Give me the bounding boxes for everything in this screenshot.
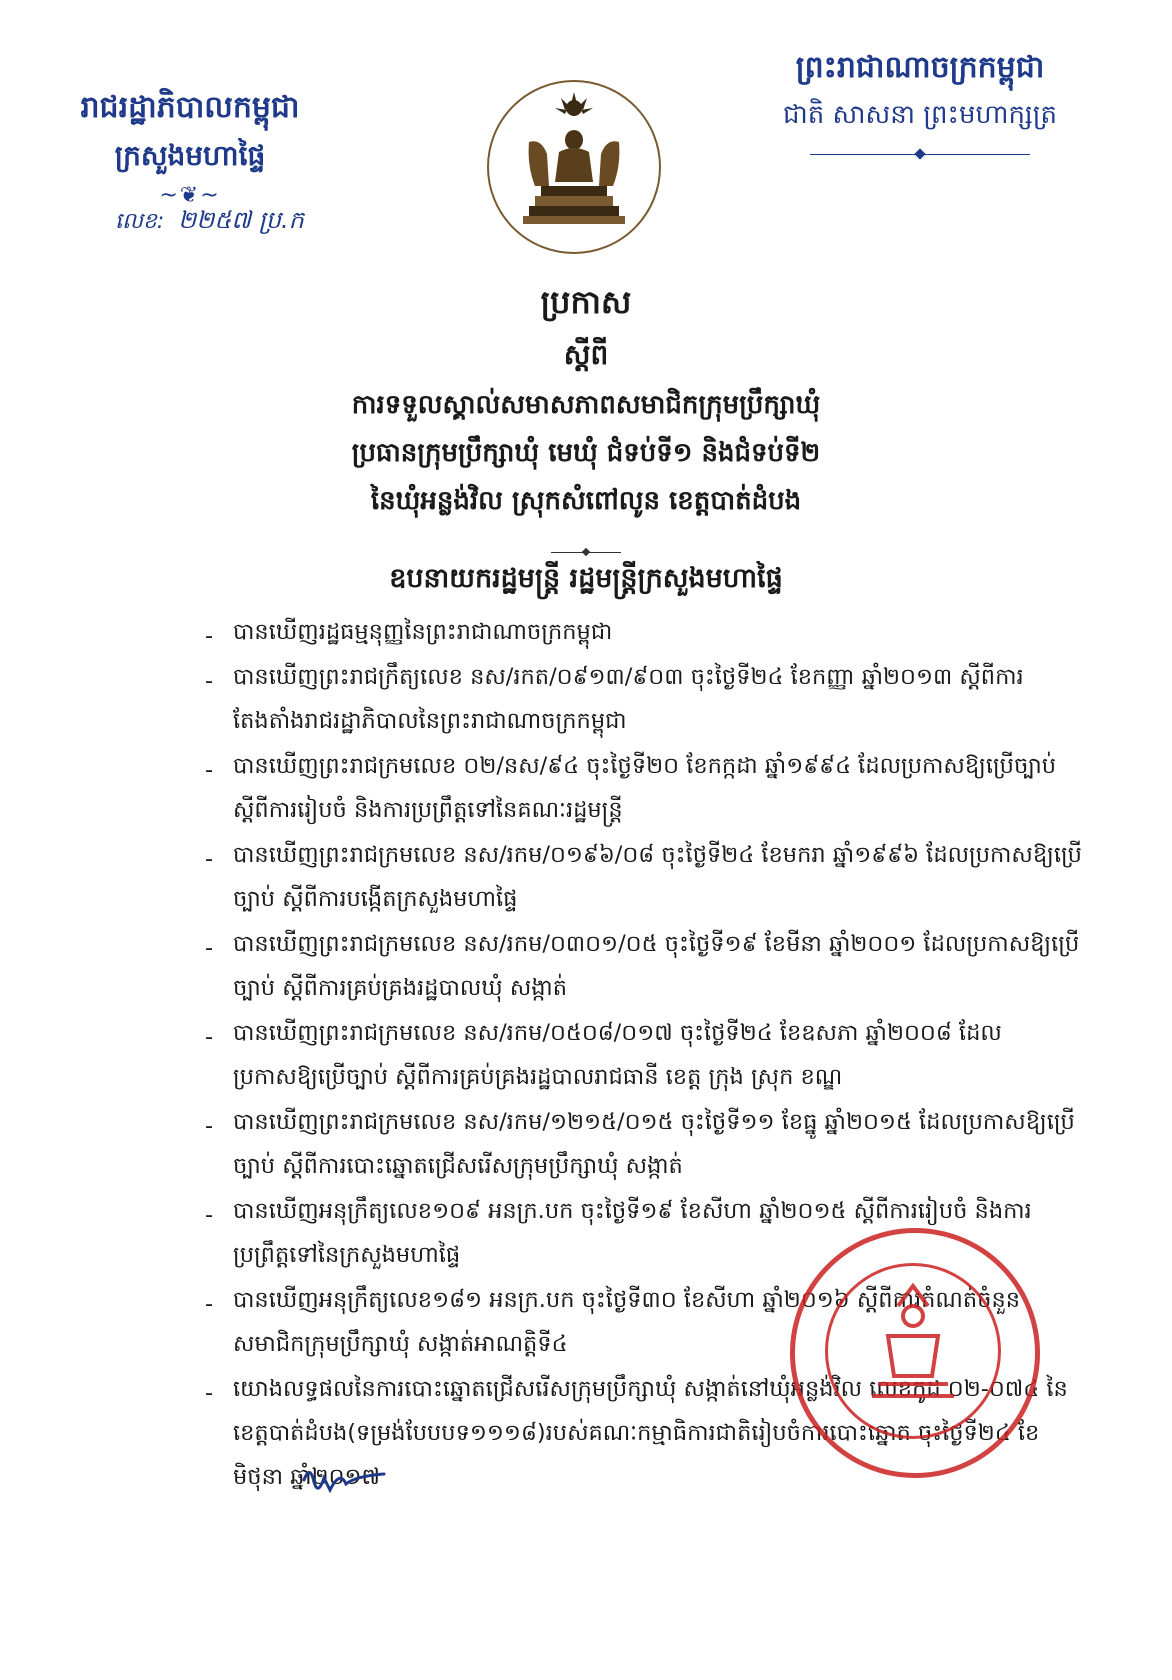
header-right bbox=[750, 48, 1090, 155]
reference-number bbox=[115, 205, 304, 240]
title-divider bbox=[551, 552, 621, 553]
reference-value: ២២៥៧ ប្រ.ក bbox=[177, 206, 304, 234]
ornament-divider: ~❦~ bbox=[159, 183, 221, 208]
emblem-drawing bbox=[489, 82, 659, 252]
preamble-item: - បានឃើញអនុក្រឹត្យលេខ១៨១ អនក្រ.បក ចុះថ្ងៃទី៣០ ខែសីហា ឆ្នាំ២០១៦ ស្តីពីការកំណត់ចំនួនសមាជិកក្រុមប្រឹក្សាឃុំ សង្កាត់អាណត្តិទី៤ bbox=[205, 1278, 1085, 1366]
initials-scribble bbox=[300, 1460, 390, 1500]
government-name: រាជរដ្ឋាភិបាលកម្ពុជា bbox=[80, 90, 300, 125]
kingdom-name: ព្រះរាជាណាចក្រកម្ពុជា bbox=[795, 50, 1045, 85]
subject-line: ប្រធានក្រុមប្រឹក្សាឃុំ មេឃុំ ជំទប់ទី១ និងជំទប់ទី២ bbox=[351, 438, 821, 468]
seal-emblem-drawing bbox=[828, 1266, 998, 1436]
preamble-item: - បានឃើញព្រះរាជក្រឹត្យលេខ នស/រកត/០៩១៣/៩០៣ ចុះថ្ងៃទី២៤ ខែកញ្ញា ឆ្នាំ២០១៣ ស្តីពីការតែងតាំងរាជរដ្ឋាភិបាលនៃព្រះរាជាណាចក្រកម្ពុជា bbox=[205, 655, 1085, 743]
preamble-item: - បានឃើញព្រះរាជក្រមលេខ នស/រកម/០៣០១/០៥ ចុះថ្ងៃទី១៩ ខែមីនា ឆ្នាំ២០០១ ដែលប្រកាសឱ្យប្រើច្បាប់ ស្តីពីការគ្រប់គ្រងរដ្ឋបាលឃុំ សង្កាត់ bbox=[205, 922, 1085, 1010]
seal-inner-ring bbox=[825, 1263, 1001, 1439]
preamble-item: - បានឃើញរដ្ឋធម្មនុញ្ញនៃព្រះរាជាណាចក្រកម្ពុជា bbox=[205, 610, 1085, 654]
preamble-item: - បានឃើញព្រះរាជក្រមលេខ នស/រកម/០១៩៦/០៨ ចុះថ្ងៃទី២៤ ខែមករា ឆ្នាំ១៩៩៦ ដែលប្រកាសឱ្យប្រើច្បាប់ ស្តីពីការបង្កើតក្រសួងមហាផ្ទៃ bbox=[205, 833, 1085, 921]
preamble-item: - បានឃើញព្រះរាជក្រមលេខ ០២/នស/៩៤ ចុះថ្ងៃទី២០ ខែកក្កដា ឆ្នាំ១៩៩៤ ដែលប្រកាសឱ្យប្រើច្បាប់ស្តីពីការរៀបចំ និងការប្រព្រឹត្តទៅនៃគណៈរដ្ឋមន្ត្រី bbox=[205, 744, 1085, 832]
header-left bbox=[60, 88, 320, 208]
preamble-item: - បានឃើញព្រះរាជក្រមលេខ នស/រកម/១២១៥/០១៥ ចុះថ្ងៃទី១១ ខែធ្នូ ឆ្នាំ២០១៥ ដែលប្រកាសឱ្យប្រើច្បាប់ ស្តីពីការបោះឆ្នោតជ្រើសរើសក្រុមប្រឹក្សាឃុំ សង្កាត់ bbox=[205, 1100, 1085, 1188]
subject-line: ការទទួលស្គាល់សមាសភាពសមាជិកក្រុមប្រឹក្សាឃុំ bbox=[351, 390, 821, 420]
motto-divider bbox=[810, 154, 1030, 155]
about-label: ស្តីពី bbox=[563, 338, 609, 371]
royal-emblem-icon bbox=[487, 80, 661, 254]
document-type: ប្រកាស bbox=[540, 283, 632, 321]
handwritten-initials-icon bbox=[300, 1460, 390, 1504]
preamble-item: - បានឃើញអនុក្រឹត្យលេខ១០៩ អនក្រ.បក ចុះថ្ងៃទី១៩ ខែសីហា ឆ្នាំ២០១៥ ស្តីពីការរៀបចំ និងការប្រព្រឹត្តទៅនៃក្រសួងមហាផ្ទៃ bbox=[205, 1189, 1085, 1277]
reference-label: លេខ: bbox=[115, 209, 165, 234]
ministry-name: ក្រសួងមហាផ្ទៃ bbox=[114, 139, 266, 172]
subject-line: នៃឃុំអន្លង់វិល ស្រុកសំពៅលូន ខេត្តបាត់ដំបង bbox=[370, 486, 802, 516]
preamble-item: - យោងលទ្ធផលនៃការបោះឆ្នោតជ្រើសរើសក្រុមប្រឹក្សាឃុំ សង្កាត់នៅឃុំអន្លង់វិល លេខកូដ ០២-០៧៤ នៃខេត្តបាត់ដំបង(ទម្រង់បែបបទ១១១៨)របស់គណៈកម្មាធិការជាតិរៀបចំការបោះឆ្នោត ចុះថ្ងៃទី២៤ ខែមិថុនា ឆ្នាំ២០១៧ bbox=[205, 1367, 1085, 1499]
issuing-authority: ឧបនាយករដ្ឋមន្ត្រី រដ្ឋមន្ត្រីក្រសួងមហាផ្ទៃ bbox=[389, 563, 783, 594]
title-block bbox=[0, 282, 1172, 553]
official-seal-icon bbox=[790, 1228, 1040, 1478]
national-motto: ជាតិ សាសនា ព្រះមហាក្សត្រ bbox=[783, 100, 1057, 130]
preamble-item: - បានឃើញព្រះរាជក្រមលេខ នស/រកម/០៥០៨/០១៧ ចុះថ្ងៃទី២៤ ខែឧសភា ឆ្នាំ២០០៨ ដែលប្រកាសឱ្យប្រើច្បាប់ ស្តីពីការគ្រប់គ្រងរដ្ឋបាលរាជធានី ខេត្ត ក្រុង ស្រុក ខណ្ឌ bbox=[205, 1011, 1085, 1099]
